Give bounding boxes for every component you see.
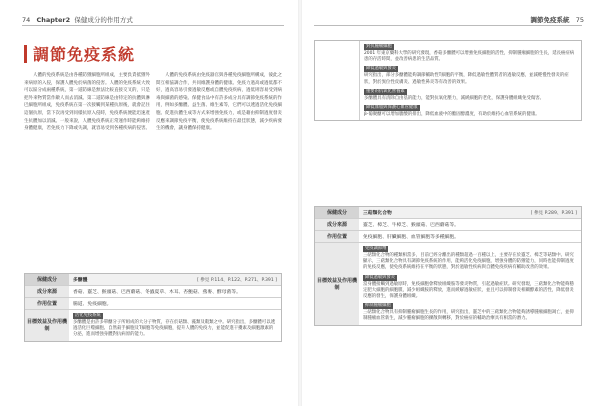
mechanism-label: 目標效益及作用機制	[315, 243, 359, 325]
item-text: 研究指出，部分多醣體能夠調節輔助性T細胞的平衡，降低過敏性體質者的過敏反應，並減輕慢性發炎的症狀，對於異位性皮膚炎、過敏性鼻炎等有改善的效果。	[364, 73, 569, 85]
page-reference: [ 參見 P.289、P.391 ]	[530, 210, 577, 216]
mechanism-label: 目標效益及作用機制	[25, 310, 69, 341]
right-page	[308, 0, 590, 406]
table-row-source	[25, 286, 281, 298]
item-text: 2001 年東京藥科大學的研究發現，香菇多醣體可以增強免疫細胞的活性，抑制腫瘤細胞的生長，延長癌症病患的存活時間，並改善病患的生活品質。	[364, 51, 575, 63]
target-value: 腸道、免疫細胞。	[73, 302, 112, 307]
title-accent-bar	[24, 45, 27, 63]
mechanism-text: 當身體接觸到過敏原時，免疫細胞會釋放組織胺等發炎物質，引起過敏症狀。研究發現，三萜類化合物能夠穩定肥大細胞的細胞膜，減少組織胺的釋放，進而緩解過敏症狀，並且可以抑制發炎相關酵素的活性，降低發炎反應的發生，保護身體組織。	[363, 281, 574, 300]
continued-row	[315, 41, 581, 120]
continued-mechanism-table	[314, 40, 582, 121]
mechanism-subheading: 抑制腫瘤細胞	[365, 303, 391, 309]
source-label: 成分來源	[315, 219, 359, 230]
source-value: 香菇、靈芝、猴頭菇、巴西蘑菇、冬蟲夏草、木耳、杏鮑菇、燕麥、酵母菌等。	[73, 290, 241, 295]
target-label: 作用位置	[25, 298, 69, 309]
continued-blank-label	[315, 41, 359, 120]
ingredient-name: 三萜類化合物	[363, 211, 392, 216]
ingredient-name: 多醣體	[73, 278, 88, 283]
mechanism-subheading: 降低過敏與發炎	[365, 274, 396, 280]
mechanism-value	[69, 310, 281, 341]
continued-items	[359, 41, 581, 120]
table-row-mechanism	[25, 310, 281, 341]
item-subheading: 對抗腫瘤細胞	[366, 44, 392, 49]
ingredient-table-triterpenoid	[314, 206, 582, 326]
target-value: 免疫細胞、肝臟細胞、血管細胞等多種細胞。	[363, 235, 459, 240]
target-label: 作用位置	[315, 231, 359, 242]
book-gutter	[298, 0, 302, 406]
table-row-target	[315, 231, 581, 243]
right-header-rule	[314, 25, 582, 26]
chapter-title: 保健成分的作用方式	[74, 16, 133, 24]
body-paragraph-2: 人體的免疫系統由免疫器官與各種免疫細胞所構成，彼此之間互相協調合作，共同維護身體的健康。免疫力過高或過低都不好，過高容易引發過敏反應或自體免疫疾病，過低則容易受到病毒與細菌的感染。保健食品中有許多成分具有調節免疫系統的作用，例如多醣體、益生菌、維生素等，它們可以透過活化免疫細胞、促進抗體生成等方式來增強免疫力，或是藉由抑制過度發炎反應來調節免疫平衡，使免疫系統維持在最佳狀態，減少疾病發生的機會，讓身體保持健康。	[156, 73, 282, 132]
source-value: 靈芝、樟芝、牛樟芝、猴頭菇、巴西蘑菇等。	[363, 223, 459, 228]
item-subheading: 降低血脂與保護心血管健康	[366, 105, 418, 111]
left-page	[10, 0, 292, 406]
table-header-label: 保健成分	[25, 274, 69, 285]
table-header-value	[359, 207, 581, 218]
section-title-block	[24, 42, 135, 65]
table-row-mechanism	[315, 243, 581, 325]
ingredient-table-polysaccharide	[24, 273, 282, 342]
body-column-1	[24, 72, 150, 133]
table-header-label: 保健成分	[315, 207, 359, 218]
right-page-number: 75	[575, 16, 584, 24]
item-text: β-葡聚醣可以增加膽酸的排出，降低血液中的膽固醇濃度，有助於維持心血管系統的健康。	[364, 112, 540, 118]
mechanism-subheading: 活化免疫系統	[75, 313, 101, 318]
table-header-row	[25, 274, 281, 286]
left-page-number: 74	[22, 16, 31, 24]
body-column-2	[156, 72, 282, 133]
mechanism-text: 多醣體是由許多單醣分子所組成的大分子物質，存在於菇類、藻類及穀類之中。研究指出，多醣體可以透過活化巨噬細胞、自然殺手細胞及T細胞等免疫細胞，提升人體的免疫力，並能促進干擾素及細胞激素的分泌，進而增強身體對抗病原的能力。	[73, 320, 275, 338]
table-row-source	[315, 219, 581, 231]
page-reference: [ 參見 P.114、P.122、P.271、P.391 ]	[196, 277, 277, 283]
item-subheading: 重要的抗氧化營養素	[366, 88, 405, 94]
mechanism-subheading: 免疫調節劑	[365, 246, 387, 251]
mechanism-text: 三萜類化合物的種類相當多，目前已經分離出的種類超過一百種以上，主要存在於靈芝、樟芝等菇類中。研究顯示，三萜類化合物具有調節免疫系統的作用，能夠活化免疫細胞，增強身體的防禦能力，同時也能抑制過度的免疫反應，使免疫系統維持在平衡的狀態，對於過敏性疾病與自體免疫疾病有輔助改善的效果。	[363, 253, 574, 271]
table-row-target	[25, 298, 281, 310]
section-title: 調節免疫系統	[33, 45, 136, 64]
item-text: 多醣體具有清除自由基的能力，能對抗氧化壓力，減緩細胞的老化，保護身體組織免受傷害。	[364, 95, 545, 101]
left-header-rule	[22, 25, 284, 26]
body-paragraph-1: 人體的免疫系統是由各種防禦細胞所組成，主要負責抵禦外來病原的入侵，保護人體免於病菌的侵害。人體的免疫系統大致可以區分成兩種系統，第一道防線是無法比較直接交叉的，只是把外來物質當作敵人而去消滅。第二道防線是由特定的抗體與淋巴細胞所組成，免疫系統在第一次接觸到某種抗原後，就會記住這個抗原，當下次再受到同樣抗原入侵時，免疫系統便能迅速產生抗體加以消滅。一般來說，人體免疫系統正常運作時能夠維持身體健康，若免疫力下降或失調，就容易受到各種疾病的侵害。	[24, 73, 150, 132]
source-label: 成分來源	[25, 286, 69, 297]
mechanism-value	[359, 243, 581, 325]
table-header-row	[315, 207, 581, 219]
right-header-title: 調節免疫系統	[530, 16, 570, 24]
mechanism-text: 三萜類化合物具有抑制腫瘤細胞生長的作用，研究指出，靈芝中的三萜類化合物能夠誘導腫瘤細胞凋亡，並抑制腫瘤血管新生，減少腫瘤細胞的擴散與轉移，對於癌症的輔助治療具有相當的潛力。	[363, 310, 574, 322]
chapter-label: Chapter2	[36, 16, 71, 24]
item-subheading: 降低過敏與發炎	[366, 66, 397, 72]
left-running-header	[22, 15, 133, 24]
table-header-value	[69, 274, 281, 285]
right-running-header	[531, 15, 584, 24]
